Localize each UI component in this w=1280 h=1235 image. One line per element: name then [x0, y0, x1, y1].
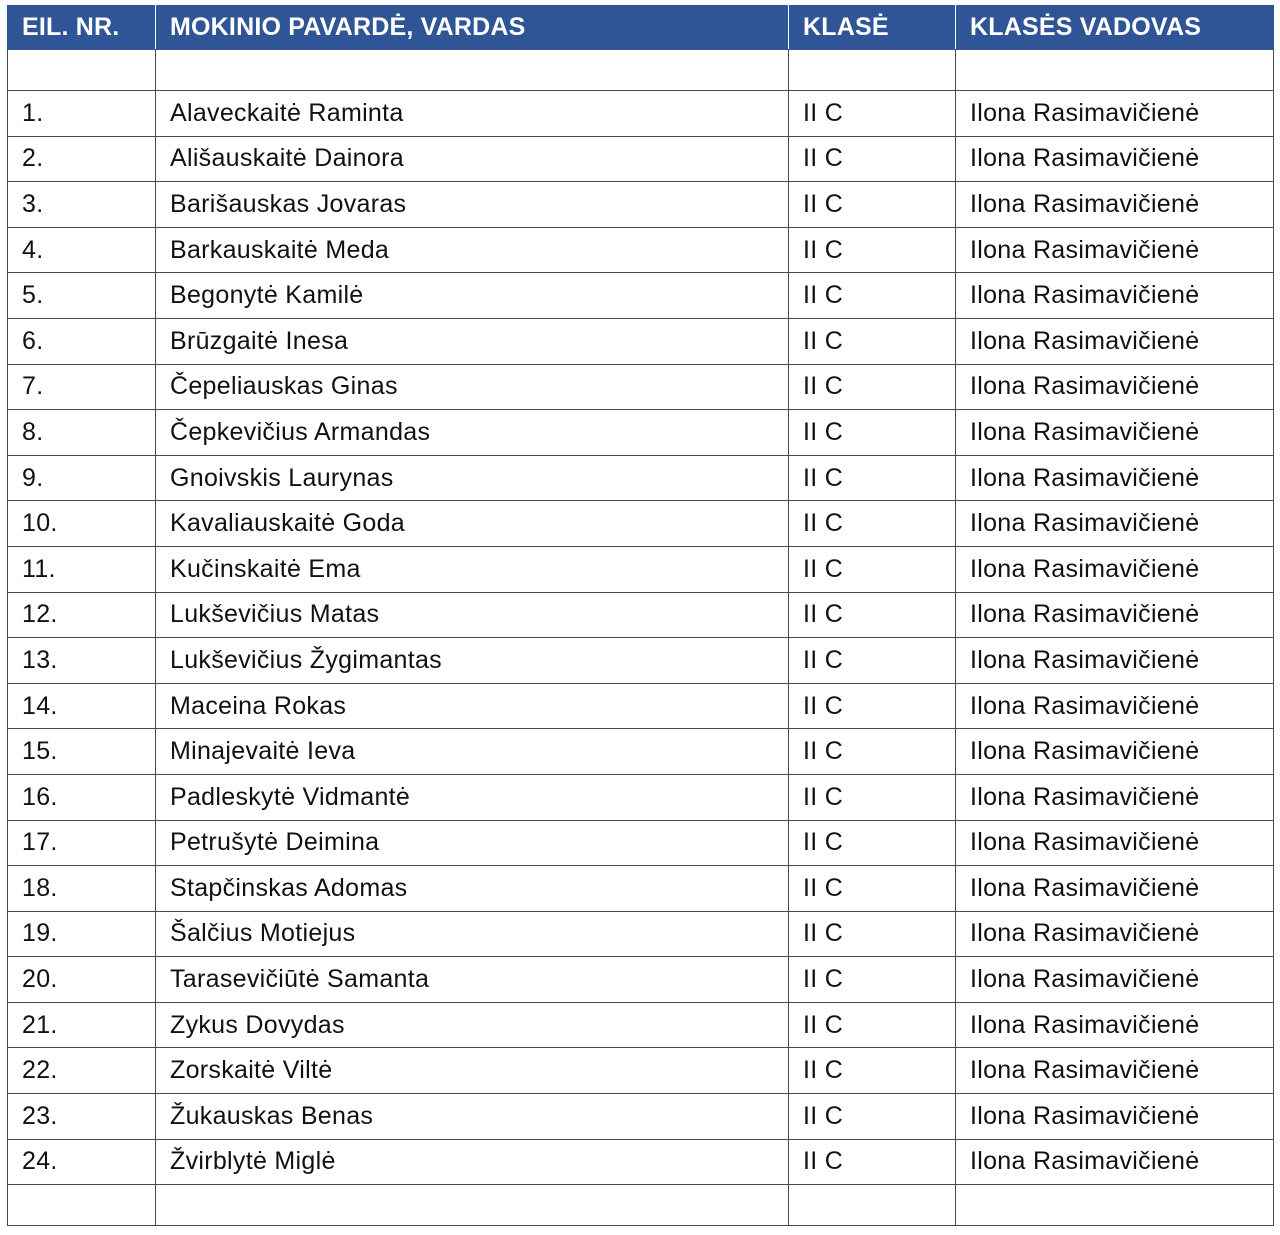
student-name: Kučinskaitė Ema: [156, 546, 789, 592]
table-row: [8, 455, 1274, 501]
class-teacher: Ilona Rasimavičienė: [956, 774, 1274, 820]
empty-cell: [156, 50, 789, 91]
class-name: II C: [789, 318, 956, 364]
student-name: Begonytė Kamilė: [156, 273, 789, 319]
class-teacher: Ilona Rasimavičienė: [956, 866, 1274, 912]
header-student-name: MOKINIO PAVARDĖ, VARDAS: [156, 6, 789, 50]
class-teacher: Ilona Rasimavičienė: [956, 1094, 1274, 1140]
student-name: Žvirblytė Miglė: [156, 1139, 789, 1185]
class-name: II C: [789, 729, 956, 775]
table-row: [8, 866, 1274, 912]
row-number: 3.: [8, 182, 156, 228]
table-header: [8, 6, 1274, 50]
row-number: 24.: [8, 1139, 156, 1185]
class-teacher: Ilona Rasimavičienė: [956, 820, 1274, 866]
student-name: Ališauskaitė Dainora: [156, 136, 789, 182]
empty-row: [8, 1185, 1274, 1226]
table-row: [8, 227, 1274, 273]
class-name: II C: [789, 455, 956, 501]
table-row: [8, 911, 1274, 957]
student-name: Brūzgaitė Inesa: [156, 318, 789, 364]
class-name: II C: [789, 911, 956, 957]
student-name: Zorskaitė Viltė: [156, 1048, 789, 1094]
student-name: Tarasevičiūtė Samanta: [156, 957, 789, 1003]
class-teacher: Ilona Rasimavičienė: [956, 182, 1274, 228]
header-nr: EIL. NR.: [8, 6, 156, 50]
table-row: [8, 1094, 1274, 1140]
table-row: [8, 546, 1274, 592]
row-number: 1.: [8, 91, 156, 137]
table-row: [8, 683, 1274, 729]
empty-cell: [8, 50, 156, 91]
table-row: [8, 1048, 1274, 1094]
student-name: Stapčinskas Adomas: [156, 866, 789, 912]
row-number: 15.: [8, 729, 156, 775]
empty-cell: [8, 1185, 156, 1226]
student-name: Barišauskas Jovaras: [156, 182, 789, 228]
table-row: [8, 957, 1274, 1003]
empty-cell: [789, 1185, 956, 1226]
class-teacher: Ilona Rasimavičienė: [956, 683, 1274, 729]
table-row: [8, 136, 1274, 182]
row-number: 22.: [8, 1048, 156, 1094]
class-teacher: Ilona Rasimavičienė: [956, 501, 1274, 547]
student-name: Žukauskas Benas: [156, 1094, 789, 1140]
class-name: II C: [789, 546, 956, 592]
class-name: II C: [789, 957, 956, 1003]
empty-row: [8, 50, 1274, 91]
class-name: II C: [789, 91, 956, 137]
row-number: 2.: [8, 136, 156, 182]
class-name: II C: [789, 182, 956, 228]
class-teacher: Ilona Rasimavičienė: [956, 1002, 1274, 1048]
student-name: Lukševičius Matas: [156, 592, 789, 638]
class-name: II C: [789, 1094, 956, 1140]
class-name: II C: [789, 866, 956, 912]
class-teacher: Ilona Rasimavičienė: [956, 136, 1274, 182]
class-name: II C: [789, 273, 956, 319]
student-name: Alaveckaitė Raminta: [156, 91, 789, 137]
table-row: [8, 91, 1274, 137]
class-name: II C: [789, 683, 956, 729]
table-row: [8, 1139, 1274, 1185]
table-row: [8, 592, 1274, 638]
table-row: [8, 501, 1274, 547]
class-teacher: Ilona Rasimavičienė: [956, 911, 1274, 957]
table-row: [8, 1002, 1274, 1048]
class-teacher: Ilona Rasimavičienė: [956, 410, 1274, 456]
row-number: 19.: [8, 911, 156, 957]
student-name: Petrušytė Deimina: [156, 820, 789, 866]
student-name: Padleskytė Vidmantė: [156, 774, 789, 820]
row-number: 14.: [8, 683, 156, 729]
student-name: Minajevaitė Ieva: [156, 729, 789, 775]
row-number: 5.: [8, 273, 156, 319]
empty-cell: [956, 50, 1274, 91]
row-number: 11.: [8, 546, 156, 592]
student-name: Gnoivskis Laurynas: [156, 455, 789, 501]
student-name: Čepkevičius Armandas: [156, 410, 789, 456]
row-number: 16.: [8, 774, 156, 820]
class-name: II C: [789, 638, 956, 684]
row-number: 23.: [8, 1094, 156, 1140]
row-number: 9.: [8, 455, 156, 501]
class-teacher: Ilona Rasimavičienė: [956, 364, 1274, 410]
table-row: [8, 364, 1274, 410]
row-number: 6.: [8, 318, 156, 364]
table-body: [8, 50, 1274, 1226]
student-name: Maceina Rokas: [156, 683, 789, 729]
class-name: II C: [789, 592, 956, 638]
row-number: 10.: [8, 501, 156, 547]
header-class-teacher: KLASĖS VADOVAS: [956, 6, 1274, 50]
empty-cell: [956, 1185, 1274, 1226]
class-teacher: Ilona Rasimavičienė: [956, 592, 1274, 638]
class-name: II C: [789, 227, 956, 273]
table-row: [8, 729, 1274, 775]
row-number: 20.: [8, 957, 156, 1003]
empty-cell: [156, 1185, 789, 1226]
class-name: II C: [789, 774, 956, 820]
class-name: II C: [789, 501, 956, 547]
row-number: 8.: [8, 410, 156, 456]
class-teacher: Ilona Rasimavičienė: [956, 729, 1274, 775]
class-teacher: Ilona Rasimavičienė: [956, 1139, 1274, 1185]
class-teacher: Ilona Rasimavičienė: [956, 957, 1274, 1003]
table-row: [8, 774, 1274, 820]
table-row: [8, 318, 1274, 364]
student-name: Šalčius Motiejus: [156, 911, 789, 957]
class-name: II C: [789, 820, 956, 866]
table-row: [8, 273, 1274, 319]
table-row: [8, 410, 1274, 456]
row-number: 17.: [8, 820, 156, 866]
row-number: 13.: [8, 638, 156, 684]
empty-cell: [789, 50, 956, 91]
student-name: Čepeliauskas Ginas: [156, 364, 789, 410]
student-name: Zykus Dovydas: [156, 1002, 789, 1048]
class-teacher: Ilona Rasimavičienė: [956, 546, 1274, 592]
student-name: Kavaliauskaitė Goda: [156, 501, 789, 547]
class-name: II C: [789, 1139, 956, 1185]
row-number: 12.: [8, 592, 156, 638]
class-name: II C: [789, 136, 956, 182]
class-teacher: Ilona Rasimavičienė: [956, 455, 1274, 501]
class-teacher: Ilona Rasimavičienė: [956, 91, 1274, 137]
student-name: Lukševičius Žygimantas: [156, 638, 789, 684]
table-row: [8, 638, 1274, 684]
row-number: 18.: [8, 866, 156, 912]
student-name: Barkauskaitė Meda: [156, 227, 789, 273]
row-number: 4.: [8, 227, 156, 273]
class-name: II C: [789, 1002, 956, 1048]
class-name: II C: [789, 410, 956, 456]
table-row: [8, 820, 1274, 866]
row-number: 21.: [8, 1002, 156, 1048]
class-teacher: Ilona Rasimavičienė: [956, 1048, 1274, 1094]
class-teacher: Ilona Rasimavičienė: [956, 227, 1274, 273]
class-teacher: Ilona Rasimavičienė: [956, 318, 1274, 364]
student-list-table: [7, 5, 1274, 1226]
row-number: 7.: [8, 364, 156, 410]
header-row: [8, 6, 1274, 50]
class-teacher: Ilona Rasimavičienė: [956, 638, 1274, 684]
table-row: [8, 182, 1274, 228]
class-name: II C: [789, 1048, 956, 1094]
header-class: KLASĖ: [789, 6, 956, 50]
class-teacher: Ilona Rasimavičienė: [956, 273, 1274, 319]
class-name: II C: [789, 364, 956, 410]
